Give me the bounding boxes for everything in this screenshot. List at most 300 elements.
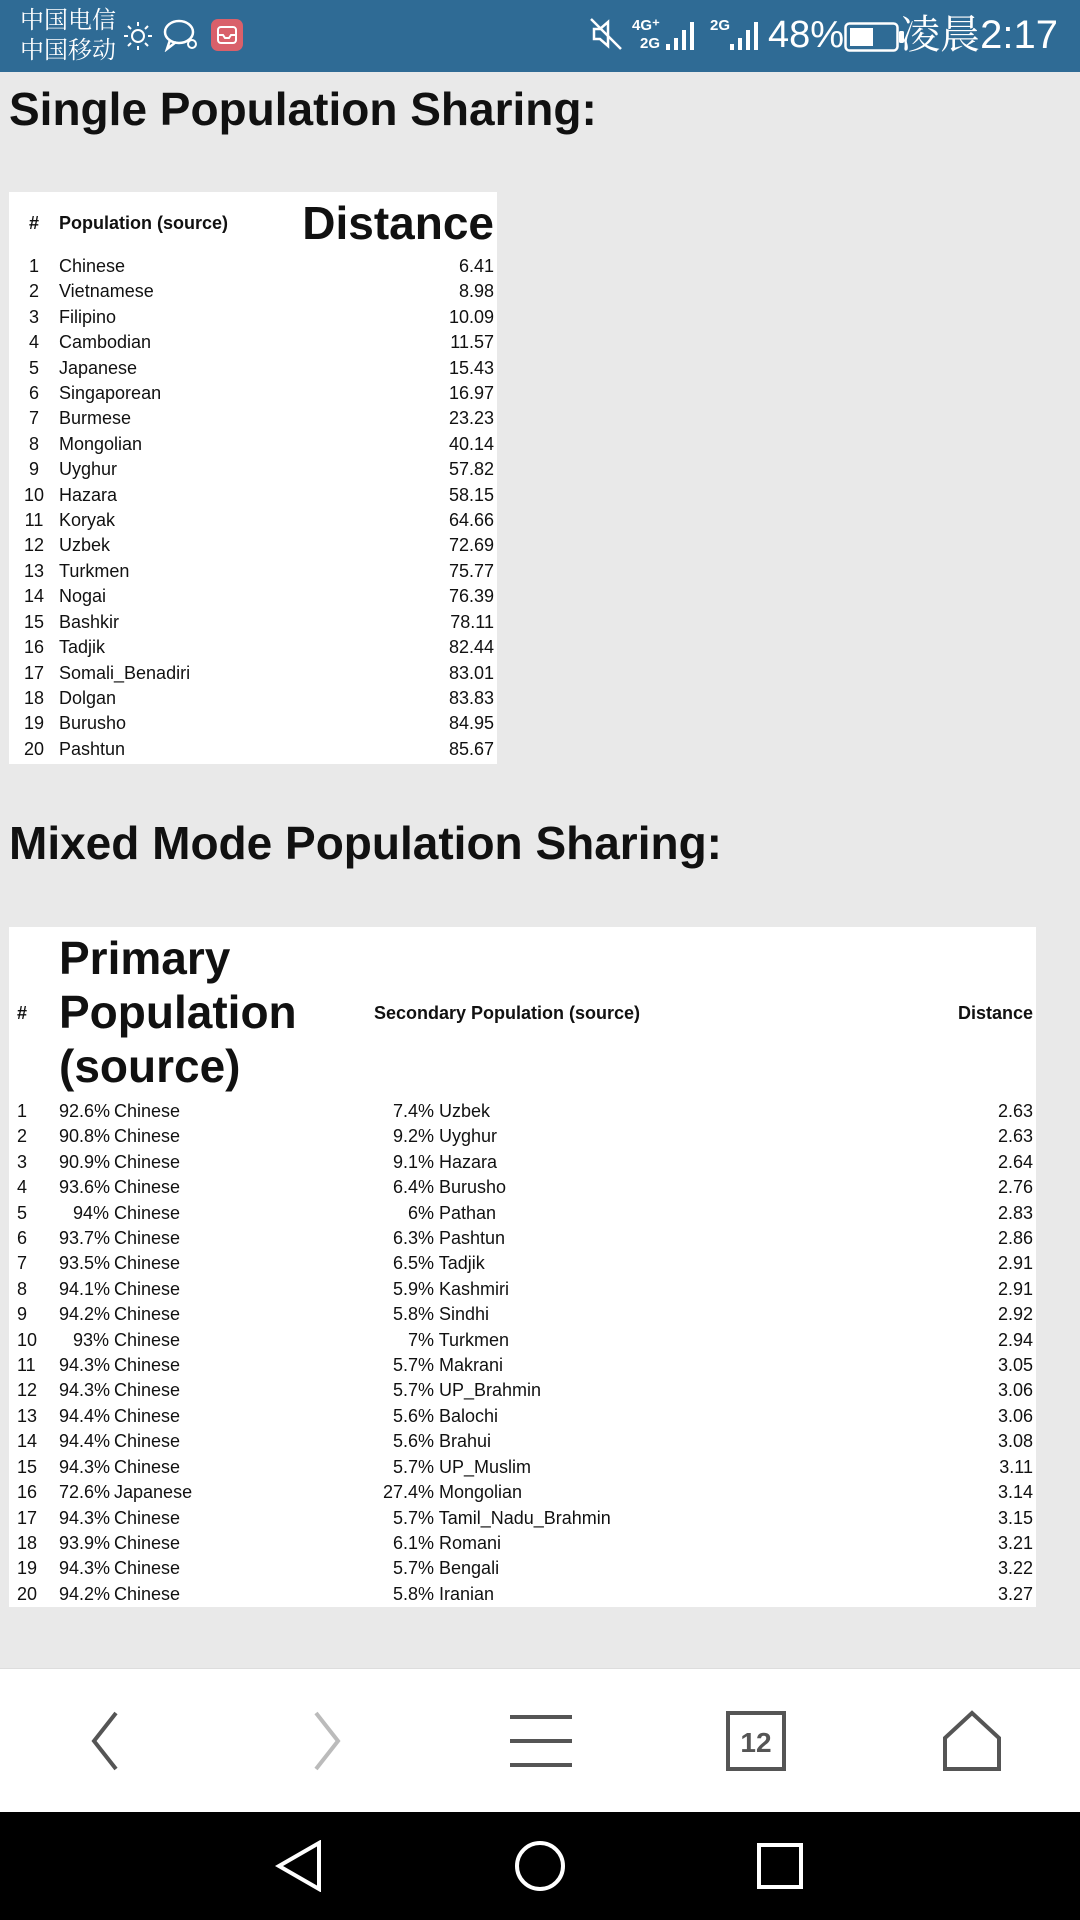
secondary-percent: 5.7% [392, 1558, 434, 1579]
distance-value: 2.94 [997, 1329, 1033, 1350]
population-name: Cambodian [59, 332, 152, 353]
distance-value: 16.97 [448, 383, 494, 404]
nav-recents-icon [756, 1842, 804, 1890]
row-number: 15 [17, 1456, 38, 1477]
distance-value: 85.67 [448, 738, 494, 759]
primary-population [59, 1251, 374, 1276]
secondary-percent: 9.1% [392, 1151, 434, 1172]
secondary-population [374, 1175, 824, 1200]
population-name: Uzbek [59, 535, 111, 556]
primary-percent: 94.2% [59, 1304, 111, 1325]
system-nav-bar [0, 1812, 1080, 1920]
distance-value: 76.39 [448, 586, 494, 607]
table-row [9, 737, 497, 764]
network-4g-label: 4G⁺ [632, 17, 660, 34]
distance-value: 72.69 [448, 535, 494, 556]
home-button[interactable] [922, 1691, 1022, 1791]
secondary-name: Makrani [439, 1355, 504, 1376]
battery-icon [844, 22, 906, 57]
primary-name: Chinese [114, 1405, 181, 1426]
distance-value: 3.14 [997, 1482, 1033, 1503]
row-number: 4 [17, 1177, 28, 1198]
row-number: 5 [17, 1202, 28, 1223]
secondary-percent: 6.5% [392, 1253, 434, 1274]
clock: 凌晨2:17 [900, 13, 1058, 57]
population-name: Burmese [59, 408, 132, 429]
row-number: 12 [23, 535, 45, 556]
row-number: 14 [23, 586, 45, 607]
tabs-icon [726, 1711, 786, 1771]
distance-value: 2.86 [997, 1228, 1033, 1249]
population-name: Filipino [59, 306, 117, 327]
secondary-name: Uzbek [439, 1101, 491, 1121]
secondary-name: UP_Muslim [439, 1456, 532, 1477]
distance-value: 3.27 [997, 1583, 1033, 1604]
primary-name: Chinese [114, 1456, 181, 1477]
row-number: 12 [17, 1380, 38, 1401]
distance-value: 11.57 [450, 332, 494, 353]
row-number: 19 [17, 1558, 38, 1579]
secondary-percent: 5.8% [392, 1304, 434, 1325]
distance-value: 6.41 [458, 256, 494, 276]
row-number: 11 [17, 1355, 36, 1376]
primary-percent: 90.9% [59, 1151, 111, 1172]
primary-percent: 94.4% [59, 1405, 111, 1426]
secondary-percent: 27.4% [382, 1482, 434, 1503]
secondary-population [374, 1429, 824, 1454]
secondary-population [374, 1531, 824, 1556]
population-name: Mongolian [59, 433, 143, 454]
distance-value: 10.09 [448, 306, 494, 327]
table-row [9, 432, 497, 457]
row-number: 15 [23, 611, 45, 632]
secondary-population [374, 1302, 824, 1327]
distance-value: 2.64 [997, 1151, 1033, 1172]
secondary-population [374, 1455, 824, 1480]
population-name: Dolgan [59, 687, 117, 708]
secondary-name: UP_Brahmin [439, 1380, 542, 1401]
distance-value: 2.63 [997, 1101, 1033, 1121]
secondary-name: Romani [439, 1532, 502, 1553]
secondary-name: Turkmen [438, 1329, 510, 1350]
table-row [9, 711, 497, 736]
signal-sim2-icon [728, 18, 762, 57]
population-name: Singaporean [59, 383, 162, 404]
distance-value: 3.08 [997, 1431, 1033, 1452]
secondary-name: Brahui [439, 1431, 492, 1452]
table-row [9, 584, 497, 609]
table-row [9, 559, 497, 584]
primary-name: Chinese [114, 1507, 181, 1528]
distance-value: 3.06 [997, 1380, 1033, 1401]
table-row [9, 1124, 1036, 1149]
table-row [9, 1302, 1036, 1327]
primary-population [59, 1506, 374, 1531]
primary-percent: 93.5% [59, 1253, 111, 1274]
secondary-name: Pathan [439, 1202, 497, 1223]
menu-button[interactable] [491, 1691, 591, 1791]
primary-population [59, 1429, 374, 1454]
secondary-name: Bengali [439, 1558, 500, 1579]
primary-population [59, 1353, 374, 1378]
primary-name: Chinese [114, 1304, 181, 1325]
secondary-population [374, 1124, 824, 1149]
distance-value: 2.92 [997, 1304, 1033, 1325]
table-row [9, 661, 497, 686]
population-name: Bashkir [59, 611, 120, 632]
primary-name: Chinese [114, 1101, 181, 1121]
primary-name: Chinese [114, 1126, 181, 1147]
col-header-num: # [17, 1002, 28, 1023]
primary-percent: 94.4% [59, 1431, 111, 1452]
secondary-population [374, 1556, 824, 1581]
table-row [9, 356, 497, 381]
distance-value: 40.14 [448, 433, 494, 454]
secondary-percent: 7.4% [392, 1101, 434, 1121]
nav-recents-button[interactable] [735, 1826, 825, 1906]
row-number: 19 [23, 713, 45, 734]
table-row [9, 686, 497, 711]
primary-population [59, 1150, 374, 1175]
nav-home-icon [514, 1840, 566, 1892]
row-number: 13 [17, 1405, 38, 1426]
distance-value: 3.22 [997, 1558, 1033, 1579]
signal-sim1-icon [664, 18, 698, 57]
network-2g-label-b: 2G [710, 17, 731, 34]
distance-value: 2.83 [997, 1202, 1033, 1223]
row-number: 20 [17, 1583, 38, 1604]
table-row [9, 254, 497, 279]
table-row [9, 457, 497, 482]
primary-population [59, 1404, 374, 1429]
distance-value: 15.43 [448, 357, 494, 378]
row-number: 3 [17, 1151, 28, 1172]
back-icon [86, 1709, 126, 1773]
secondary-population [374, 1582, 824, 1607]
distance-value: 2.91 [997, 1278, 1033, 1299]
secondary-population [374, 1328, 824, 1353]
row-number: 6 [17, 1228, 28, 1249]
secondary-percent: 5.6% [392, 1431, 434, 1452]
section2-title: Mixed Mode Population Sharing: [9, 817, 722, 869]
distance-value: 82.44 [448, 637, 494, 658]
table-row [9, 1201, 1036, 1226]
nav-back-icon [275, 1840, 325, 1892]
network-2g-label-a: 2G [640, 35, 661, 52]
web-content[interactable] [0, 72, 1080, 1668]
secondary-name: Iranian [439, 1583, 495, 1604]
secondary-name: Tamil_Nadu_Brahmin [438, 1507, 611, 1528]
chat-icon [162, 18, 200, 57]
distance-value: 75.77 [448, 560, 494, 581]
status-bar [0, 0, 1080, 72]
primary-population [59, 1378, 374, 1403]
primary-name: Chinese [114, 1202, 181, 1223]
primary-name: Chinese [114, 1228, 181, 1249]
primary-name: Chinese [114, 1151, 181, 1172]
table-row [9, 1506, 1036, 1531]
table-row [9, 1378, 1036, 1403]
brightness-icon [122, 20, 154, 57]
secondary-population [374, 1480, 824, 1505]
population-name: Somali_Benadiri [59, 662, 191, 683]
population-name: Uyghur [59, 459, 118, 480]
row-number: 10 [17, 1329, 38, 1350]
primary-population [59, 1099, 374, 1124]
row-number: 4 [28, 332, 39, 353]
forward-button[interactable] [276, 1691, 376, 1791]
primary-name: Chinese [114, 1583, 181, 1604]
section1-title: Single Population Sharing: [9, 83, 597, 135]
row-number: 6 [28, 383, 39, 404]
mute-icon [588, 16, 624, 57]
table-row [9, 1353, 1036, 1378]
nav-home-button[interactable] [495, 1826, 585, 1906]
primary-percent: 94.1% [59, 1278, 111, 1299]
secondary-percent: 5.7% [392, 1507, 434, 1528]
distance-value: 84.95 [448, 713, 494, 734]
table-row [9, 330, 497, 355]
home-icon [942, 1710, 1002, 1772]
primary-percent: 94.2% [59, 1583, 111, 1604]
secondary-name: Kashmiri [439, 1278, 510, 1299]
primary-percent: 93% [72, 1329, 109, 1350]
secondary-population [374, 1150, 824, 1175]
table-row [9, 1328, 1036, 1353]
table-row [9, 381, 497, 406]
table-row [9, 1480, 1036, 1505]
secondary-percent: 5.7% [392, 1456, 434, 1477]
carrier-labels [20, 6, 116, 66]
primary-percent: 94% [72, 1202, 109, 1223]
table-row [9, 1404, 1036, 1429]
table-row [9, 1277, 1036, 1302]
primary-name: Chinese [114, 1431, 181, 1452]
row-number: 9 [28, 459, 39, 480]
primary-name: Chinese [114, 1253, 181, 1274]
primary-population [59, 1480, 374, 1505]
row-number: 10 [23, 484, 45, 505]
table-row [9, 1531, 1036, 1556]
secondary-population [374, 1378, 824, 1403]
row-number: 7 [17, 1253, 28, 1274]
primary-percent: 93.6% [59, 1177, 111, 1198]
col-header-population: Population (source) [59, 212, 229, 233]
battery-percent: 48% [768, 14, 845, 56]
table-row [9, 406, 497, 431]
distance-value: 2.63 [997, 1126, 1033, 1147]
distance-value: 3.21 [997, 1532, 1033, 1553]
primary-name: Chinese [114, 1278, 181, 1299]
row-number: 1 [28, 256, 39, 276]
col-header-num: # [28, 212, 39, 233]
row-number: 8 [17, 1278, 28, 1299]
row-number: 18 [23, 687, 45, 708]
app-notification-icon [210, 18, 244, 57]
table-row [9, 483, 497, 508]
primary-percent: 92.6% [59, 1101, 111, 1121]
population-name: Tadjik [59, 637, 106, 658]
secondary-name: Balochi [439, 1405, 499, 1426]
secondary-population [374, 1226, 824, 1251]
distance-value: 3.05 [997, 1355, 1033, 1376]
menu-icon [508, 1713, 574, 1769]
primary-percent: 94.3% [59, 1558, 111, 1579]
table-row [9, 1150, 1036, 1175]
browser-toolbar [0, 1668, 1080, 1813]
row-number: 17 [17, 1507, 38, 1528]
back-button[interactable] [56, 1691, 156, 1791]
primary-name: Chinese [114, 1532, 181, 1553]
tabs-button[interactable] [706, 1691, 806, 1791]
secondary-population [374, 1099, 824, 1124]
primary-percent: 93.9% [59, 1532, 111, 1553]
row-number: 11 [24, 510, 44, 531]
primary-percent: 93.7% [59, 1228, 111, 1249]
primary-percent: 94.3% [59, 1380, 111, 1401]
primary-percent: 72.6% [59, 1482, 111, 1503]
distance-value: 3.06 [997, 1405, 1033, 1426]
row-number: 9 [17, 1304, 28, 1325]
table-row [9, 305, 497, 330]
primary-name: Chinese [114, 1329, 181, 1350]
secondary-population [374, 1277, 824, 1302]
distance-value: 8.98 [458, 281, 494, 302]
row-number: 2 [17, 1126, 28, 1147]
primary-population [59, 1175, 374, 1200]
table-row [9, 1556, 1036, 1581]
table-row [9, 1099, 1036, 1124]
row-number: 3 [28, 306, 39, 327]
population-name: Burusho [59, 713, 127, 734]
population-name: Koryak [59, 510, 116, 531]
population-name: Vietnamese [59, 281, 154, 302]
row-number: 2 [28, 281, 39, 302]
nav-back-button[interactable] [255, 1826, 345, 1906]
primary-population [59, 1226, 374, 1251]
table-row [9, 1251, 1036, 1276]
primary-population [59, 1582, 374, 1607]
primary-population [59, 1531, 374, 1556]
forward-icon [306, 1709, 346, 1773]
row-number: 8 [28, 433, 39, 454]
population-name: Chinese [59, 256, 126, 276]
carrier-2: 中国移动 [20, 37, 116, 64]
table-row [9, 1455, 1036, 1480]
distance-value: 3.15 [997, 1507, 1033, 1528]
row-number: 5 [28, 357, 39, 378]
col-header-secondary: Secondary Population (source) [374, 1002, 641, 1023]
secondary-percent: 5.7% [392, 1355, 434, 1376]
population-name: Japanese [59, 357, 138, 378]
primary-percent: 94.3% [59, 1355, 111, 1376]
primary-name: Chinese [114, 1355, 181, 1376]
secondary-percent: 6.3% [392, 1228, 434, 1249]
primary-percent: 90.8% [59, 1126, 111, 1147]
col-header-distance: Distance [302, 197, 494, 249]
primary-population [59, 1455, 374, 1480]
primary-population [59, 1124, 374, 1149]
secondary-name: Mongolian [439, 1482, 523, 1503]
table-row [9, 1226, 1036, 1251]
secondary-population [374, 1201, 824, 1226]
primary-name: Chinese [114, 1380, 181, 1401]
table-row [9, 279, 497, 304]
distance-value: 3.11 [999, 1456, 1033, 1477]
secondary-name: Uyghur [439, 1126, 498, 1147]
primary-population [59, 1328, 374, 1353]
secondary-percent: 5.7% [392, 1380, 434, 1401]
population-name: Turkmen [59, 560, 130, 581]
distance-value: 78.11 [450, 611, 494, 632]
secondary-percent: 6% [407, 1202, 434, 1223]
row-number: 20 [23, 738, 45, 759]
row-number: 14 [17, 1431, 38, 1452]
row-number: 7 [28, 408, 39, 429]
table-row [9, 610, 497, 635]
tab-count: 12 [740, 1727, 772, 1758]
row-number: 1 [17, 1101, 28, 1121]
row-number: 13 [23, 560, 45, 581]
distance-value: 83.83 [448, 687, 494, 708]
primary-name: Chinese [114, 1177, 181, 1198]
secondary-percent: 7% [407, 1329, 434, 1350]
secondary-name: Sindhi [439, 1304, 490, 1325]
secondary-population [374, 1404, 824, 1429]
table-row [9, 533, 497, 558]
distance-value: 58.15 [448, 484, 494, 505]
distance-value: 64.66 [448, 510, 494, 531]
primary-percent: 94.3% [59, 1456, 111, 1477]
primary-population [59, 1302, 374, 1327]
secondary-name: Hazara [439, 1151, 498, 1172]
secondary-percent: 6.4% [392, 1177, 434, 1198]
row-number: 16 [17, 1482, 38, 1503]
mixed-mode-table [9, 927, 1036, 1607]
table-row [9, 1582, 1036, 1607]
distance-value: 2.91 [997, 1253, 1033, 1274]
secondary-percent: 5.9% [392, 1278, 434, 1299]
secondary-name: Pashtun [439, 1228, 506, 1249]
secondary-name: Burusho [439, 1177, 507, 1198]
secondary-percent: 6.1% [392, 1532, 434, 1553]
row-number: 16 [23, 637, 45, 658]
table-row [9, 635, 497, 660]
secondary-percent: 9.2% [392, 1126, 434, 1147]
distance-value: 57.82 [448, 459, 494, 480]
distance-value: 23.23 [448, 408, 494, 429]
secondary-percent: 5.8% [392, 1583, 434, 1604]
primary-name: Japanese [114, 1482, 193, 1503]
distance-value: 83.01 [448, 662, 494, 683]
secondary-percent: 5.6% [392, 1405, 434, 1426]
secondary-name: Tadjik [438, 1253, 485, 1274]
single-population-table [9, 192, 497, 764]
primary-percent: 94.3% [59, 1507, 111, 1528]
col-header-primary: Primary Population (source) [59, 932, 297, 1092]
table-row [9, 1175, 1036, 1200]
population-name: Hazara [59, 484, 118, 505]
row-number: 18 [17, 1532, 38, 1553]
table-row [9, 508, 497, 533]
col-header-distance: Distance [957, 1002, 1033, 1023]
row-number: 17 [23, 662, 45, 683]
primary-name: Chinese [114, 1558, 181, 1579]
carrier-1: 中国电信 [20, 7, 116, 34]
primary-population [59, 1556, 374, 1581]
secondary-population [374, 1251, 824, 1276]
table-row [9, 1429, 1036, 1454]
